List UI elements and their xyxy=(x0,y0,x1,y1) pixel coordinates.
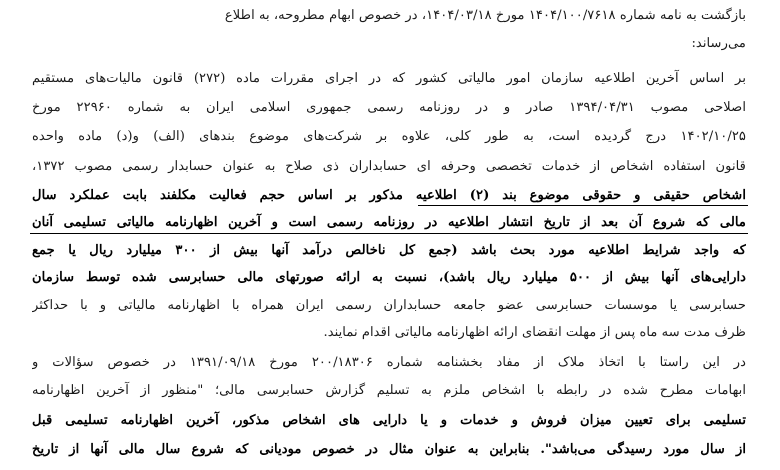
text-line-13: در این راستا با اتخاذ ملاک از مفاد بخشنامه شماره ۲۰۰/۱۸۳۰۶ مورخ ۱۳۹۱/۰۹/۱۸ در خصوص سؤالات و xyxy=(32,355,746,370)
text-line-6: قانون استفاده اشخاص از خدمات تخصصی وحرفه ای حسابداران ذی صلاح به عنوان حسابدار رسمی مصوب ۱۳۷۲، xyxy=(32,159,746,174)
underline-1 xyxy=(418,205,748,206)
underline-2 xyxy=(30,233,748,234)
text-line-14: ابهامات مطرح شده در رابطه با اشخاص ملزم به تسلیم گزارش حسابرسی مالی؛ "منظور از آخرین اظهارنامه xyxy=(32,383,746,398)
text-line-16: از سال مورد رسیدگی می‌باشد". بنابراین به عنوان مثال در خصوص مودیانی که شروع سال مالی آنها از تاریخ xyxy=(32,442,746,457)
text-line-2: می‌رساند: xyxy=(691,36,746,51)
text-line-3: بر اساس آخرین اطلاعیه سازمان امور مالیاتی کشور که در اجرای مقررات ماده (۲۷۲) قانون مالیات‌های مستقیم xyxy=(32,71,746,86)
text-line-5: ۱۴۰۲/۱۰/۲۵ درج گردیده است، به طور کلی، علاوه بر شرکت‌های موضوع بندهای (الف) و(د) ماده واحده xyxy=(32,129,746,144)
text-line-4: اصلاحی مصوب ۱۳۹۴/۰۴/۳۱ صادر و در روزنامه رسمی جمهوری اسلامی ایران به شماره ۲۲۹۶۰ مورخ xyxy=(32,100,746,115)
text-line-12: ظرف مدت سه ماه پس از مهلت انقضای ارائه اظهارنامه مالیاتی اقدام نمایند. xyxy=(323,325,746,340)
text-line-10: دارایی‌های آنها بیش از ۵۰۰ میلیارد ریال باشد)، نسبت به ارائه صورتهای مالی حسابرسی شده توسط سازمان xyxy=(32,270,746,285)
text-line-11: حسابرسی یا موسسات حسابرسی عضو جامعه حسابداران رسمی ایران همراه با اظهارنامه مالیاتی و با حداکثر xyxy=(32,298,746,313)
text-line-1: بازگشت به نامه شماره ۱۴۰۴/۱۰۰/۷۶۱۸ مورخ ۱۴۰۴/۰۳/۱۸، در خصوص ابهام مطروحه، به اطلاع xyxy=(224,8,746,23)
text-line-7: اشخاص حقیقی و حقوقی موضوع بند (۲) اطلاعیه مذکور بر اساس حجم فعالیت مکلفند بابت عملکرد سال xyxy=(32,188,746,203)
text-line-9: که واجد شرایط اطلاعیه مورد بحث باشد (جمع کل ناخالص درآمد آنها بیش از ۳۰۰ میلیارد ریال یا جمع xyxy=(32,243,746,258)
text-line-15: تسلیمی برای تعیین میزان فروش و خدمات و یا دارایی های اشخاص مذکور، آخرین اظهارنامه تسلیمی قبل xyxy=(32,413,746,428)
text-line-8: مالی که شروع آن بعد از تاریخ انتشار اطلاعیه در روزنامه رسمی است و آخرین اظهارنامه مالیاتی تسلیمی آنان xyxy=(32,215,746,230)
